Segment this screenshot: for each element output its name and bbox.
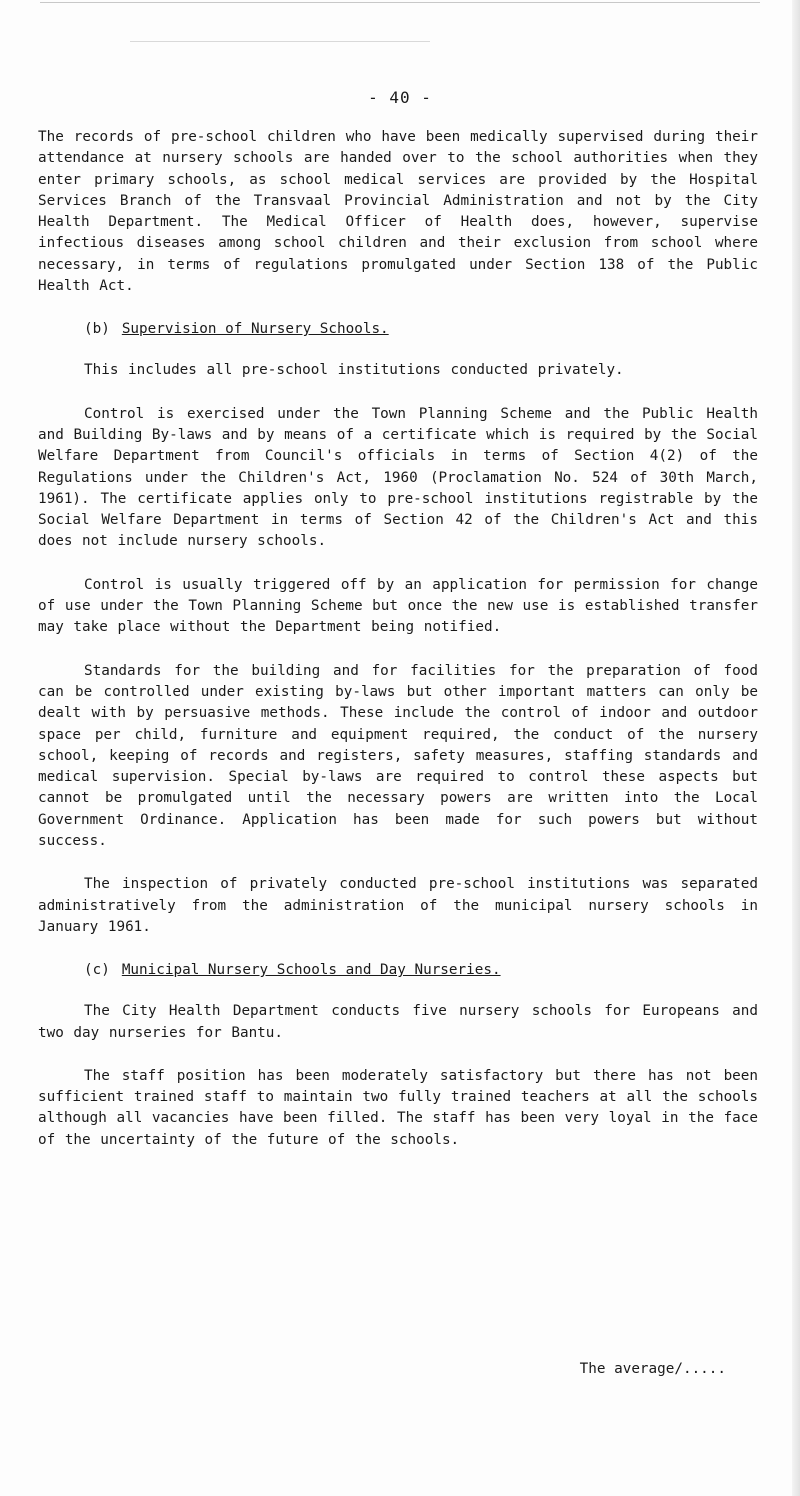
page-number: - 40 - [368,88,432,107]
section-label-c: (c) [84,962,110,979]
section-heading-b [38,319,758,340]
paragraph-school-records: The records of pre-school children who have been medically supervised during their attendance at nursery schools are handed over to the school authorities when they enter primary schools, as school medical services are provided by the Hospital Services Branch of the Transvaal Provincial Administration and not by the City Health Department. The Medical Officer of Health does, however, supervise infectious diseases among school children and their exclusion from school where necessary, in terms of regulations promulgated under Section 138 of the Public Health Act. [38,129,758,295]
paragraph-health-department: The City Health Department conducts five nursery schools for Europeans and two day nurseries for Bantu. [38,1003,758,1041]
paragraph-includes: This includes all pre-school institutions conducted privately. [84,362,624,379]
paragraph-inspection: The inspection of privately conducted pre-school institutions was separated administratively from the administration of the municipal nursery schools in January 1961. [38,876,758,935]
section-title-c: Municipal Nursery Schools and Day Nurseries. [121,962,501,979]
scan-artifact-line [130,41,430,42]
paragraph-control-exercised: Control is exercised under the Town Planning Scheme and the Public Health and Building By-laws and by means of a certificate which is required by the Social Welfare Department from Council's officials in terms of Section 4(2) of the Regulations under the Children's Act, 1960 (Proclamation No. 524 of 30th March, 1961). The certificate applies only to pre-school institutions registrable by the Social Welfare Department in terms of Section 42 of the Children's Act and this does not include nursery schools. [38,405,758,550]
paragraph-staff-position: The staff position has been moderately satisfactory but there has not been sufficient trained staff to maintain two fully trained teachers at all the schools although all vacancies have been filled. The staff has been very loyal in the face of the uncertainty of the future of the schools. [38,1067,758,1148]
scan-right-edge [792,0,800,1496]
scan-top-rule [40,2,760,3]
section-title-b: Supervision of Nursery Schools. [121,321,389,338]
catchword-footer: The average/..... [579,1361,726,1377]
paragraph-control-triggered: Control is usually triggered off by an application for permission for change of use under the Town Planning Scheme but once the new use is established transfer may take place without the Department being notified. [38,576,758,636]
paragraph-standards: Standards for the building and for facilities for the preparation of food can be controlled under existing by-laws but other important matters can only be dealt with by persuasive methods. These include the control of indoor and outdoor space per child, furniture and equipment required, the conduct of the nursery school, keeping of records and registers, safety measures, staffing standards and medical supervision. Special by-laws are required to control these aspects but cannot be promulgated until the necessary powers are written into the Local Government Ordinance. Application has been made for such powers but without success. [38,662,758,850]
section-heading-c [38,960,758,981]
body-text [38,127,758,1173]
section-label-b: (b) [84,321,110,338]
